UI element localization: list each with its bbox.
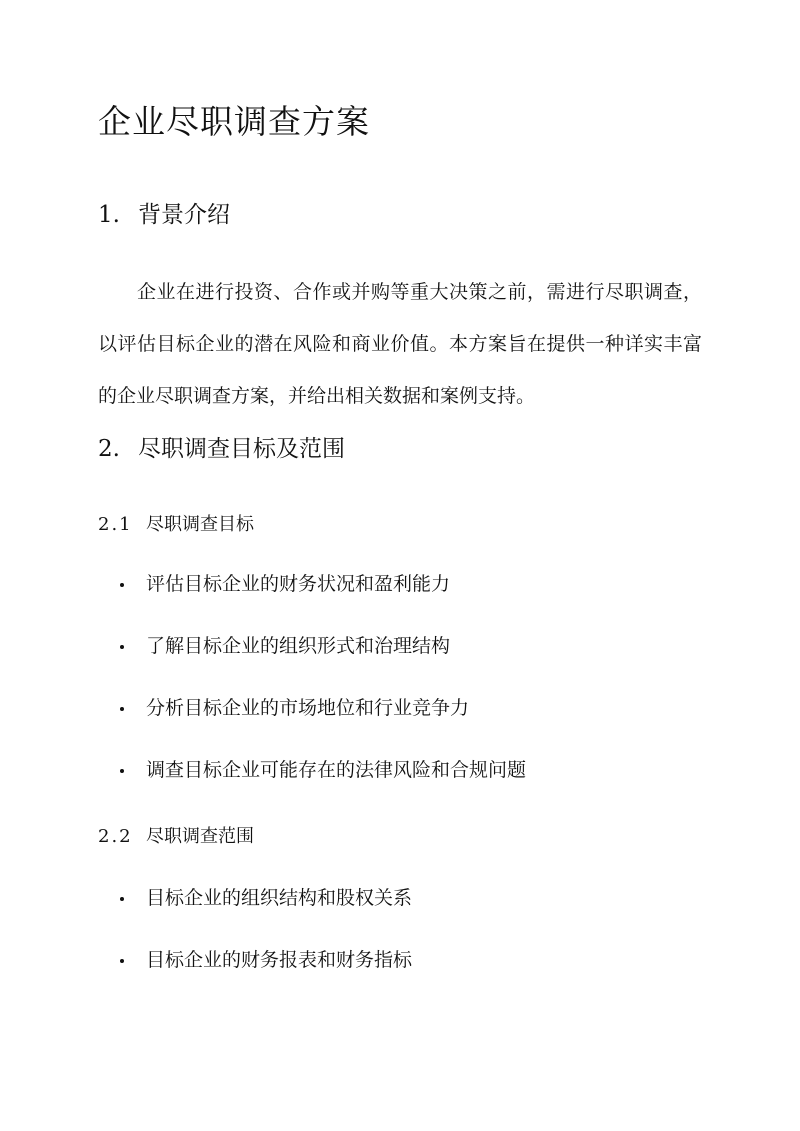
bullet-icon bbox=[120, 645, 124, 649]
bullet-icon bbox=[120, 707, 124, 711]
list-item-text: 评估目标企业的财务状况和盈利能力 bbox=[146, 573, 451, 595]
subsection-title: 尽职调查目标 bbox=[146, 514, 254, 535]
subsection-number: 2.1 bbox=[98, 514, 133, 535]
section-title: 尽职调查目标及范围 bbox=[138, 436, 345, 462]
list-item-text: 分析目标企业的市场地位和行业竞争力 bbox=[146, 697, 470, 719]
subsection-heading-scope bbox=[98, 822, 254, 848]
list-item bbox=[98, 572, 526, 634]
section-title: 背景介绍 bbox=[138, 202, 230, 228]
section-heading-scope bbox=[98, 430, 345, 463]
list-item bbox=[98, 696, 526, 758]
list-item bbox=[98, 948, 412, 1010]
list-item-text: 目标企业的财务报表和财务指标 bbox=[146, 949, 413, 971]
bullet-icon bbox=[120, 769, 124, 773]
list-item bbox=[98, 886, 412, 948]
background-paragraph: 企业在进行投资、合作或并购等重大决策之前，需进行尽职调查，以评估目标企业的潜在风险和商业价值。本方案旨在提供一种详实丰富的企业尽职调查方案，并给出相关数据和案例支持。 bbox=[98, 281, 702, 407]
subsection-number: 2.2 bbox=[98, 826, 133, 847]
section-heading-background bbox=[98, 196, 230, 229]
list-item-text: 了解目标企业的组织形式和治理结构 bbox=[146, 635, 451, 657]
scope-list bbox=[98, 886, 412, 1010]
list-item bbox=[98, 634, 526, 696]
goals-list bbox=[98, 572, 526, 820]
list-item-text: 调查目标企业可能存在的法律风险和合规问题 bbox=[146, 759, 527, 781]
section-number: 2. bbox=[98, 436, 120, 462]
bullet-icon bbox=[120, 959, 124, 963]
bullet-icon bbox=[120, 583, 124, 587]
list-item-text: 目标企业的组织结构和股权关系 bbox=[146, 887, 413, 909]
list-item bbox=[98, 758, 526, 820]
subsection-heading-goals bbox=[98, 510, 254, 536]
subsection-title: 尽职调查范围 bbox=[146, 826, 254, 847]
bullet-icon bbox=[120, 897, 124, 901]
section-number: 1. bbox=[98, 202, 120, 228]
document-title: 企业尽职调查方案 bbox=[98, 102, 370, 141]
